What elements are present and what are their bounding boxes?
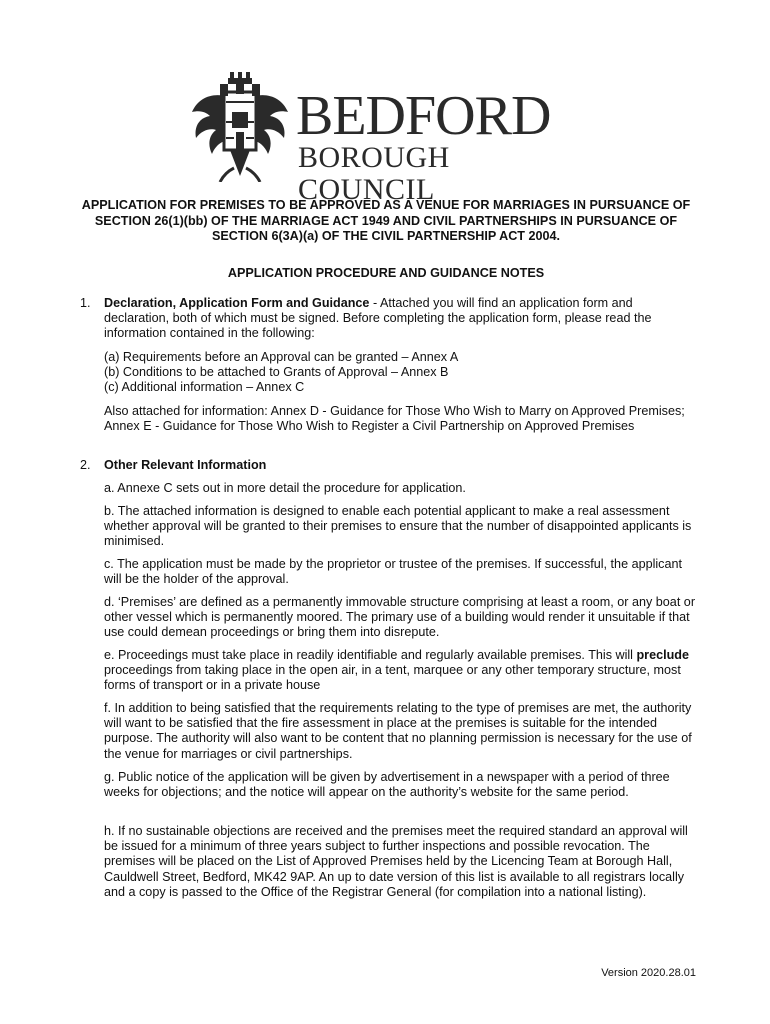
section-1-text: - Attached you will find an application form and declaration, both of which must be signed. Before completing the application form, please read the information contained in the following:	[104, 296, 652, 341]
section-number: 2.	[80, 458, 91, 472]
section-1-intro	[104, 296, 700, 342]
paragraph-h: h. If no sustainable objections are received and the premises meet the required standard an approval will be issued for a minimum of three years subject to further inspections and possible revocation. The premises will be placed on the List of Approved Premises held by the Licencing Team at Borough Hall, Cauldwell Street, Bedford, MK42 9AP. An up to date version of this list is available to all registrars locally and a copy is passed to the Office of the Registrar General (for compilation into a national listing).	[104, 824, 688, 899]
paragraph-e	[104, 648, 700, 694]
annex-note: Also attached for information: Annex D - Guidance for Those Who Wish to Marry on Approved Premises; Annex E - Guidance for Those Who Wish to Register a Civil Partnership on Approved Premises	[104, 404, 685, 434]
crest-icon	[190, 72, 290, 182]
list-item: (c) Additional information – Annex C	[104, 380, 305, 395]
paragraph-f: f. In addition to being satisfied that the requirements relating to the type of premises are met, the authority will want to be satisfied that the fire assessment in place at the premises is suitable for the intended purpose. The authority will also want to be content that no planning permission is necessary for the use of the venue for marriages or civil partnerships.	[104, 701, 692, 761]
document-subtitle: APPLICATION PROCEDURE AND GUIDANCE NOTES	[227, 266, 545, 280]
paragraph-e-text-end: proceedings from taking place in the open air, in a tent, marquee or any other temporary structure, most forms of transport or in a private house	[104, 663, 681, 693]
brand-subname: BOROUGH COUNCIL	[298, 141, 450, 206]
brand-name: BEDFORD	[296, 85, 551, 147]
council-logo	[190, 72, 590, 206]
document-title: APPLICATION FOR PREMISES TO BE APPROVED AS A VENUE FOR MARRIAGES IN PURSUANCE OF SECTION 26(1)(bb) OF THE MARRIAGE ACT 1949 AND CIVIL PARTNERSHIPS IN PURSUANCE OF SECTION 6(3A)(a) OF THE CIVIL PARTNERSHIP ACT 2004.	[81, 198, 691, 244]
list-item: (b) Conditions to be attached to Grants of Approval – Annex B	[104, 365, 449, 380]
section-heading: Declaration, Application Form and Guidance	[104, 296, 370, 310]
section-heading: Other Relevant Information	[104, 458, 267, 472]
list-item: (a) Requirements before an Approval can be granted – Annex A	[104, 350, 459, 364]
paragraph-g: g. Public notice of the application will be given by advertisement in a newspaper with a period of three weeks for objections; and the notice will appear on the authority’s website for the same period.	[104, 770, 670, 800]
paragraph-c: c. The application must be made by the proprietor or trustee of the premises. If successful, the applicant will be the holder of the approval.	[104, 557, 682, 587]
paragraph-b: b. The attached information is designed to enable each potential applicant to make a real assessment whether approval will be granted to their premises to ensure that the number of disappointed applicants is minimised.	[104, 504, 692, 549]
section-number: 1.	[80, 296, 91, 310]
paragraph-a: a. Annexe C sets out in more detail the procedure for application.	[104, 481, 466, 495]
paragraph-e-emphasis: preclude	[636, 648, 689, 662]
version-label: Version 2020.28.01	[601, 967, 696, 979]
paragraph-e-text: e. Proceedings must take place in readily identifiable and regularly available premises. This will	[104, 648, 637, 662]
paragraph-d: d. ‘Premises’ are defined as a permanently immovable structure comprising at least a room, or any boat or other vessel which is permanently moored. The primary use of a building would render it unsuitable if that use could demean proceedings or bring them into disrepute.	[104, 595, 696, 640]
